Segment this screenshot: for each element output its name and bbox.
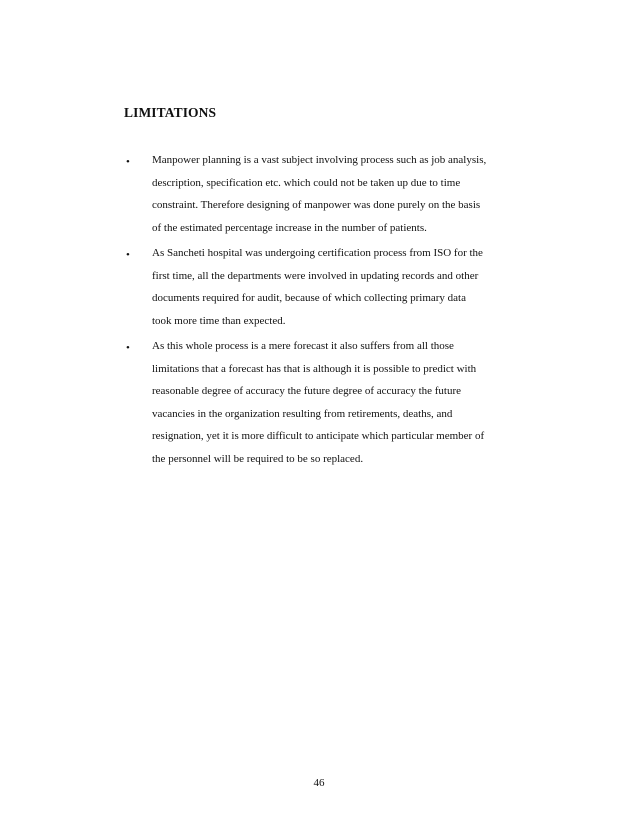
text-line: documents required for audit, because of which collecting primary data <box>152 292 466 304</box>
text-line: limitations that a forecast has that is although it is possible to predict with <box>152 362 477 375</box>
text-line: resignation, yet it is more difficult to anticipate which particular member of <box>152 430 485 442</box>
list-item-text <box>152 335 552 470</box>
page-number: 46 <box>313 777 325 789</box>
list-item <box>0 149 638 239</box>
bullet-icon: • <box>126 342 130 354</box>
list-item-text <box>152 149 552 239</box>
text-line: Manpower planning is a vast subject involving process such as job analysis, <box>152 154 487 166</box>
text-line: vacancies in the organization resulting from retirements, deaths, and <box>152 407 453 420</box>
text-line: took more time than expected. <box>152 314 286 327</box>
text-line: As this whole process is a mere forecast it also suffers from all those <box>152 340 454 352</box>
bullet-icon: • <box>126 156 130 168</box>
section-heading: LIMITATIONS <box>124 105 217 120</box>
list-item <box>0 335 638 470</box>
bullet-icon: • <box>126 249 130 261</box>
list-item <box>0 242 638 332</box>
text-line: constraint. Therefore designing of manpower was done purely on the basis <box>152 199 481 211</box>
text-line: the personnel will be required to be so replaced. <box>152 452 364 465</box>
text-line: first time, all the departments were involved in updating records and other <box>152 269 479 282</box>
text-line: of the estimated percentage increase in the number of patients. <box>152 221 427 234</box>
text-line: description, specification etc. which could not be taken up due to time <box>152 176 461 189</box>
list-item-text <box>152 242 552 332</box>
text-line: As Sancheti hospital was undergoing certification process from ISO for the <box>152 247 483 259</box>
text-line: reasonable degree of accuracy the future degree of accuracy the future <box>152 385 462 397</box>
limitations-list <box>0 149 638 473</box>
